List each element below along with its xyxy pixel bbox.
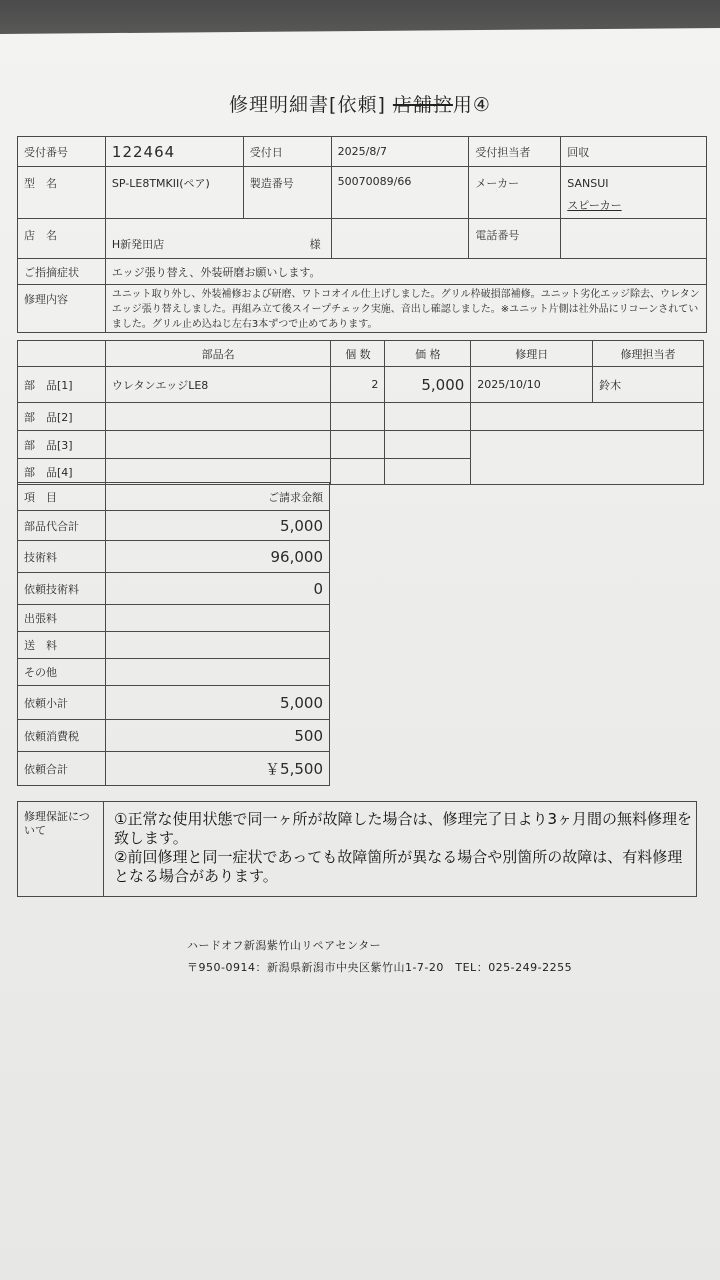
store-label: 店 名 [18, 219, 106, 259]
part-name [105, 459, 331, 485]
parts-header-date: 修理日 [471, 341, 593, 367]
part-label: 部 品[2] [18, 403, 106, 431]
title-crossed: 店舗控 [392, 94, 453, 116]
part-name [105, 431, 331, 459]
part-date-tech [471, 403, 704, 431]
store-value: H新発田店 [111, 238, 165, 251]
staff-label: 受付担当者 [469, 137, 561, 167]
billing-label: 依頼小計 [18, 686, 106, 720]
billing-table [17, 482, 330, 786]
billing-amount [105, 632, 329, 659]
staff-value: 回収 [561, 137, 707, 167]
billing-amount [105, 659, 329, 686]
part-qty [331, 431, 385, 459]
billing-label: 送 料 [18, 632, 106, 659]
table-row [18, 403, 704, 431]
repair-label: 修理内容 [18, 285, 106, 333]
billing-amount [105, 605, 329, 632]
symptom-value: エッジ張り替え、外装研磨お願いします。 [105, 259, 706, 285]
billing-label: 依頼消費税 [18, 720, 106, 752]
table-row [18, 511, 330, 541]
part-qty [331, 459, 385, 485]
table-row [18, 632, 330, 659]
maker-value: SANSUI [567, 177, 609, 190]
part-label: 部 品[3] [18, 431, 106, 459]
parts-header-qty: 個 数 [331, 341, 385, 367]
guarantee-box [17, 801, 697, 897]
billing-label: 技術料 [18, 541, 106, 573]
parts-header-name: 部品名 [105, 341, 331, 367]
reception-date: 2025/8/7 [331, 137, 469, 167]
guarantee-line-1: ①正常な使用状態で同一ヶ所が故障した場合は、修理完了日より3ヶ月間の無料修理を致します。 [114, 810, 692, 847]
parts-table [17, 340, 704, 485]
billing-total: ￥5,500 [105, 752, 329, 786]
table-row [18, 367, 704, 403]
store-cell [105, 219, 331, 259]
billing-label: 依頼技術料 [18, 573, 106, 605]
part-label: 部 品[4] [18, 459, 106, 485]
maker-cell [561, 167, 707, 219]
footer-address: 〒950-0914：新潟県新潟市中央区紫竹山1-7-20 TEL：025-249-2255 [187, 961, 573, 974]
part-qty: 2 [331, 367, 385, 403]
part-date: 2025/10/10 [471, 367, 593, 403]
table-row [18, 752, 330, 786]
billing-amount: 500 [105, 720, 329, 752]
parts-header-price: 価 格 [385, 341, 471, 367]
reception-date-label: 受付日 [243, 137, 331, 167]
billing-label: 依頼合計 [18, 752, 106, 786]
billing-amount: 5,000 [105, 511, 329, 541]
serial-label: 製造番号 [243, 167, 331, 219]
title-main: 修理明細書[依頼] [229, 94, 386, 116]
category-value: スピーカー [567, 199, 622, 212]
table-row [18, 605, 330, 632]
title-suffix: 用④ [452, 94, 491, 116]
table-row [18, 573, 330, 605]
billing-header-amount: ご請求金額 [105, 483, 329, 511]
part-price [385, 403, 471, 431]
part-price: 5,000 [385, 367, 471, 403]
serial-value: 50070089/66 [331, 167, 469, 219]
document-title [0, 90, 720, 117]
part-name: ウレタンエッジLE8 [105, 367, 331, 403]
guarantee-text [114, 810, 694, 886]
billing-label: 出張料 [18, 605, 106, 632]
reception-no: 122464 [105, 137, 243, 167]
footer-center-name: ハードオフ新潟紫竹山リペアセンター [187, 939, 382, 952]
table-row [18, 720, 330, 752]
guarantee-label: 修理保証について [18, 802, 104, 896]
reception-no-label: 受付番号 [18, 137, 106, 167]
part-qty [331, 403, 385, 431]
billing-amount: 0 [105, 573, 329, 605]
repair-value: ユニット取り外し、外装補修および研磨、ワトコオイル仕上げしました。グリル枠破損部補修。ユニット劣化エッジ除去、ウレタンエッジ張り替えしました。再組み立て後スイープチェック実施、音出し確認しました。※ユニット片側は社外品にリコーンされていました。グリル止め込ねじ左右3本ずつで止めてあります。 [105, 285, 706, 333]
part-tech: 鈴木 [593, 367, 704, 403]
store-blank [331, 219, 469, 259]
parts-header-blank [18, 341, 106, 367]
phone-label: 電話番号 [469, 219, 561, 259]
billing-amount: 5,000 [105, 686, 329, 720]
billing-label: 部品代合計 [18, 511, 106, 541]
header-table [17, 136, 707, 333]
part-label: 部 品[1] [18, 367, 106, 403]
maker-label: メーカー [469, 167, 561, 219]
table-row [18, 659, 330, 686]
symptom-label: ご指摘症状 [18, 259, 106, 285]
billing-label: その他 [18, 659, 106, 686]
billing-amount: 96,000 [105, 541, 329, 573]
guarantee-line-2: ②前回修理と同一症状であっても故障箇所が異なる場合や別箇所の故障は、有料修理となる場合があります。 [114, 848, 683, 885]
store-honorific: 様 [309, 238, 321, 251]
part-date-tech-merged [471, 431, 704, 485]
part-price [385, 431, 471, 459]
part-price [385, 459, 471, 485]
phone-value [561, 219, 707, 259]
table-row [18, 541, 330, 573]
table-row [18, 431, 704, 459]
model-value: SP-LE8TMKII(ペア) [105, 167, 243, 219]
table-row [18, 686, 330, 720]
billing-header-item: 項 目 [18, 483, 106, 511]
model-label: 型 名 [18, 167, 106, 219]
part-name [105, 403, 331, 431]
parts-header-tech: 修理担当者 [593, 341, 704, 367]
